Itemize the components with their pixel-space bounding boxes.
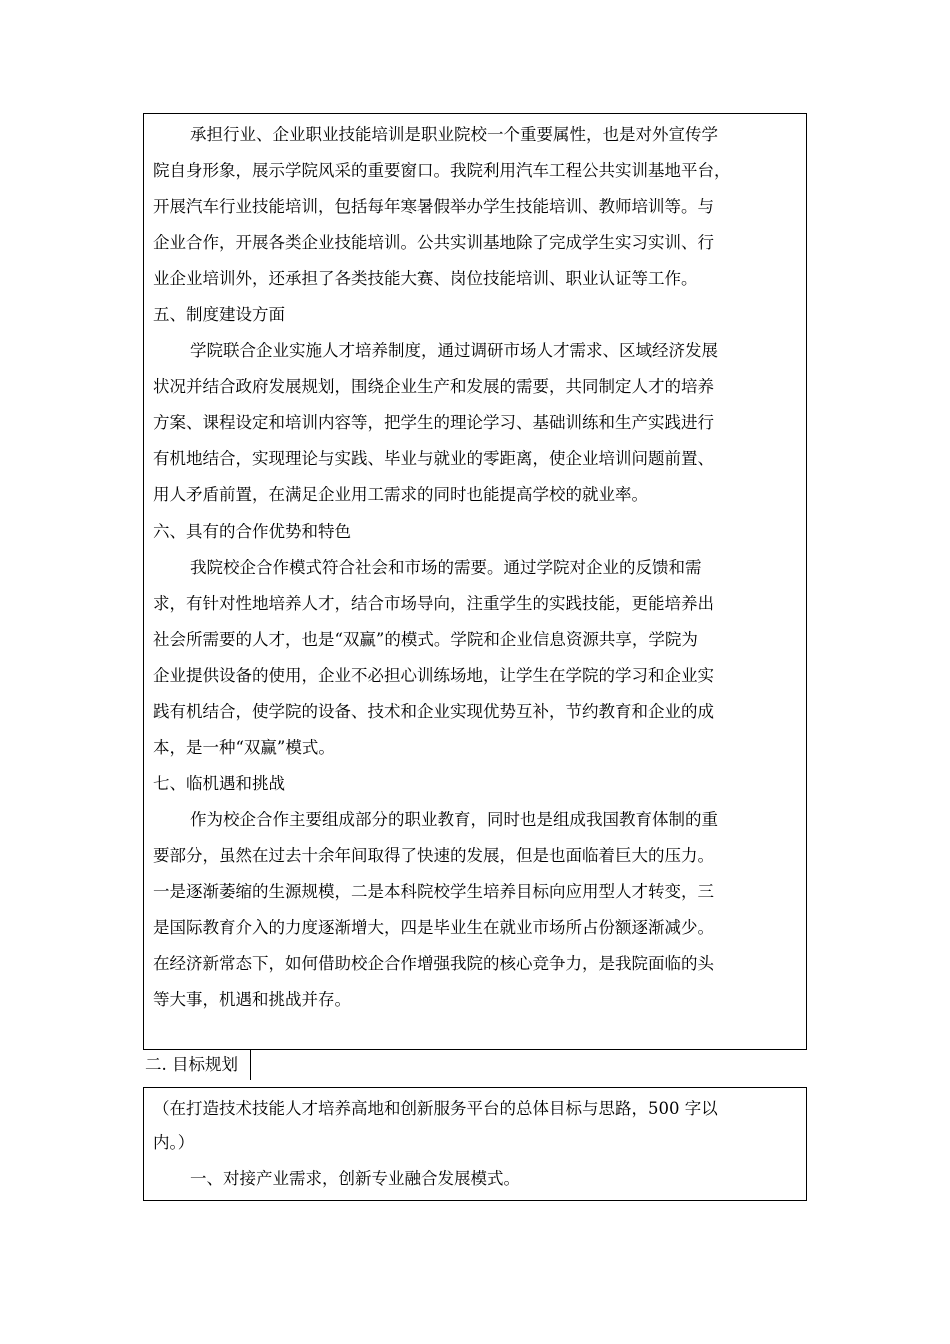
text-line: 求，有针对性地培养人才，结合市场导向，注重学生的实践技能，更能培养出: [153, 594, 714, 613]
text-line: 要部分，虽然在过去十余年间取得了快速的发展，但是也面临着巨大的压力。: [153, 846, 714, 865]
text-line: 是国际教育介入的力度逐渐增大，四是毕业生在就业市场所占份额逐渐减少。: [153, 918, 714, 937]
section-heading: 六、具有的合作优势和特色: [153, 522, 351, 541]
text-line: 等大事，机遇和挑战并存。: [153, 990, 351, 1009]
text-line: 社会所需要的人才，也是“双赢”的模式。学院和企业信息资源共享，学院为: [153, 630, 698, 649]
text-line: 方案、课程设定和培训内容等，把学生的理论学习、基础训练和生产实践进行: [153, 413, 714, 432]
text-line: 作为校企合作主要组成部分的职业教育，同时也是组成我国教育体制的重: [190, 810, 718, 829]
text-line: 学院联合企业实施人才培养制度，通过调研市场人才需求、区域经济发展: [190, 341, 718, 360]
text-line: （在打造技术技能人才培养高地和创新服务平台的总体目标与思路，500 字以: [153, 1099, 718, 1118]
text-line: 企业合作，开展各类企业技能培训。公共实训基地除了完成学生实习实训、行: [153, 233, 714, 252]
text-line: 一、对接产业需求，创新专业融合发展模式。: [190, 1169, 520, 1188]
section-label: 二. 目标规划: [145, 1055, 238, 1074]
text-line: 企业提供设备的使用，企业不必担心训练场地，让学生在学院的学习和企业实: [153, 666, 714, 685]
text-line: 承担行业、企业职业技能培训是职业院校一个重要属性，也是对外宣传学: [190, 125, 718, 144]
text-line: 内。）: [153, 1133, 195, 1152]
text-line: 在经济新常态下，如何借助校企合作增强我院的核心竞争力，是我院面临的头: [153, 954, 714, 973]
text-line: 院自身形象，展示学院风采的重要窗口。我院利用汽车工程公共实训基地平台，: [153, 161, 731, 180]
section-heading: 七、临机遇和挑战: [153, 774, 285, 793]
text-line: 有机地结合，实现理论与实践、毕业与就业的零距离，使企业培训问题前置、: [153, 449, 714, 468]
text-line: 我院校企合作模式符合社会和市场的需要。通过学院对企业的反馈和需: [190, 558, 702, 577]
text-line: 用人矛盾前置，在满足企业用工需求的同时也能提高学校的就业率。: [153, 485, 648, 504]
text-line: 践有机结合，使学院的设备、技术和企业实现优势互补，节约教育和企业的成: [153, 702, 714, 721]
text-line: 状况并结合政府发展规划，围绕企业生产和发展的需要，共同制定人才的培养: [153, 377, 714, 396]
text-line: 本，是一种“双赢”模式。: [153, 738, 335, 757]
section-heading: 五、制度建设方面: [153, 305, 285, 324]
text-line: 业企业培训外，还承担了各类技能大赛、岗位技能培训、职业认证等工作。: [153, 269, 698, 288]
text-line: 一是逐渐萎缩的生源规模，二是本科院校学生培养目标向应用型人才转变，三: [153, 882, 714, 901]
text-line: 开展汽车行业技能培训，包括每年寒暑假举办学生技能培训、教师培训等。与: [153, 197, 714, 216]
